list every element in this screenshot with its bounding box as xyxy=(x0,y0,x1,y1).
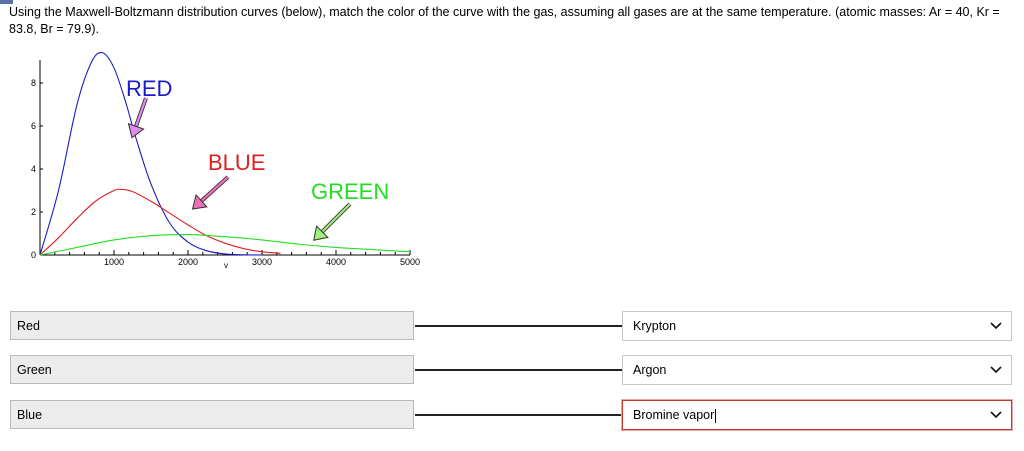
chevron-down-icon xyxy=(990,411,1002,419)
select-value: Argon xyxy=(633,363,667,377)
x-tick-label: 5000 xyxy=(399,257,421,267)
y-tick-label: 0 xyxy=(30,250,36,260)
question-text: Using the Maxwell-Boltzmann distribution curves (below), match the color of the curve with the gas, assuming all gases are at the same temperature. (atomic masses: Ar = 40, Kr = 83.8, Br = 79.9). xyxy=(9,5,1000,36)
text-cursor xyxy=(715,409,716,423)
x-tick-label: 2000 xyxy=(177,257,199,267)
term-green: Green xyxy=(10,355,414,384)
match-row-green xyxy=(0,355,1024,387)
red-curve xyxy=(40,189,281,255)
answer-select-green[interactable] xyxy=(622,355,1012,385)
y-tick-label: 8 xyxy=(30,78,36,88)
answer-select-red[interactable] xyxy=(622,311,1012,341)
chart-svg xyxy=(0,40,440,280)
select-value: Bromine vapor xyxy=(633,408,715,422)
chevron-down-icon xyxy=(990,366,1002,374)
match-row-red xyxy=(0,311,1024,343)
annotation-blue-label: BLUE xyxy=(208,150,266,175)
green-curve xyxy=(40,235,410,255)
chevron-down-icon xyxy=(990,322,1002,330)
y-tick-label: 6 xyxy=(30,121,36,131)
annotation-red-label: RED xyxy=(126,76,173,101)
maxwell-boltzmann-chart xyxy=(0,40,440,280)
x-tick-label: 3000 xyxy=(251,257,273,267)
x-tick-label: 4000 xyxy=(325,257,347,267)
connector-line xyxy=(415,369,622,371)
term-red: Red xyxy=(10,311,414,340)
x-axis-label: v xyxy=(224,261,228,270)
annotation-green-label: GREEN xyxy=(311,179,390,204)
match-row-blue xyxy=(0,400,1024,432)
select-value: Krypton xyxy=(633,319,677,333)
connector-line xyxy=(415,325,622,327)
answer-select-blue[interactable] xyxy=(622,400,1012,430)
x-tick-label: 1000 xyxy=(103,257,125,267)
connector-line xyxy=(415,414,622,416)
y-tick-label: 4 xyxy=(30,164,36,174)
annotation-green-arrow-shaft xyxy=(318,204,350,236)
y-tick-label: 2 xyxy=(30,207,36,217)
term-blue: Blue xyxy=(10,400,414,429)
